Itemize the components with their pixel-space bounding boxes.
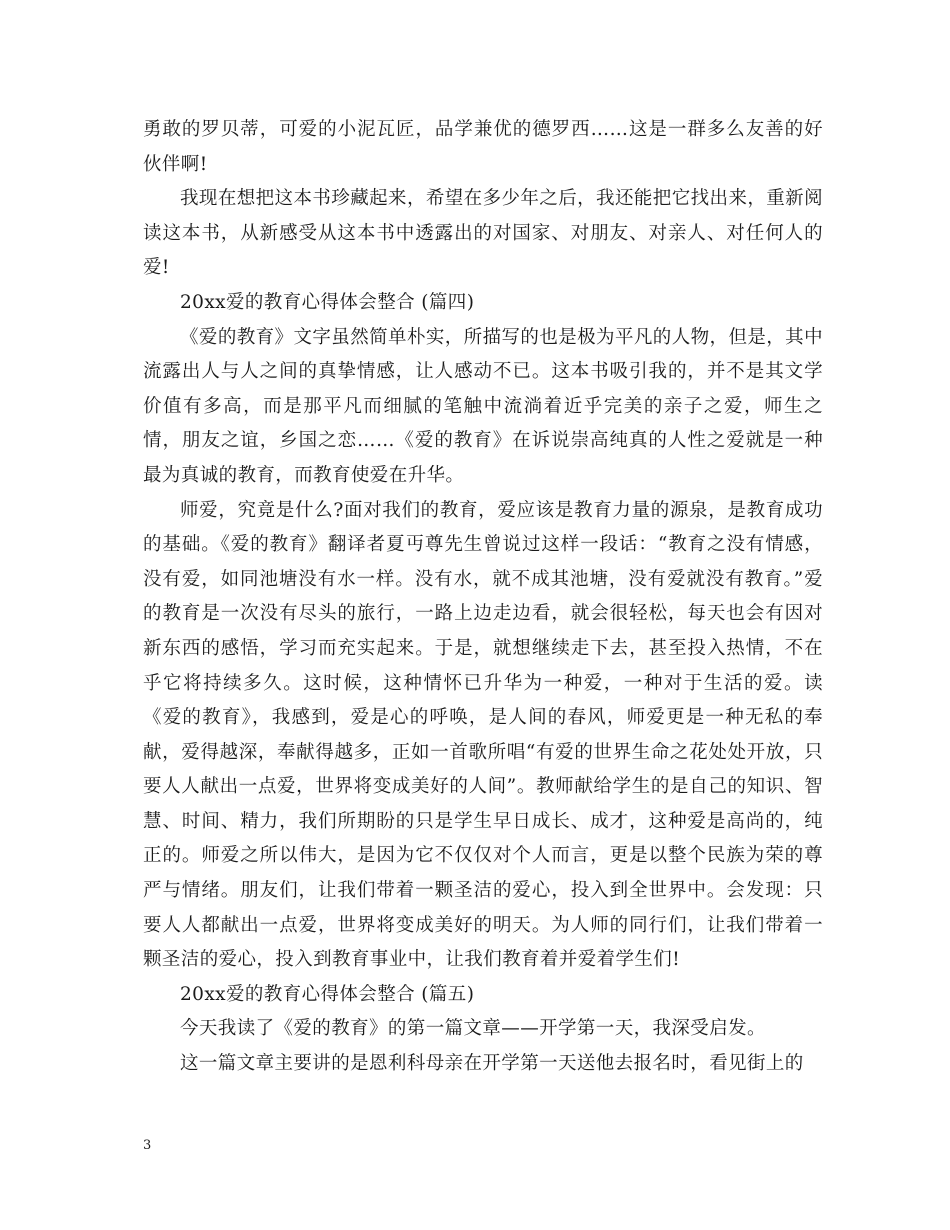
paragraph: 这一篇文章主要讲的是恩利科母亲在开学第一天送他去报名时，看见街上的 [180,1053,804,1075]
paragraph: 师爱，究竟是什么?面对我们的教育，爱应该是教育力量的源泉，是教育成功的基础。《爱的教育》翻译者夏丏尊先生曾说过这样一段话：“教育之没有情感，没有爱，如同池塘没有水一样。没有水，就不成其池塘，没有爱就没有教育。”爱的教育是一次没有尽头的旅行，一路上边走边看，就会很轻松，每天也会有因对新东西的感悟，学习而充实起来。于是，就想继续走下去，甚至投入热情，不在乎它将持续多久。这时候，这种情怀已升华为一种爱，一种对于生活的爱。读《爱的教育》，我感到，爱是心的呼唤，是人间的春风，师爱更是一种无私的奉献，爱得越深，奉献得越多，正如一首歌所唱“有爱的世界生命之花处处开放，只要人人献出一点爱，世界将变成美好的人间”。教师献给学生的是自己的知识、智慧、时间、精力，我们所期盼的只是学生早日成长、成才，这种爱是高尚的，纯正的。师爱之所以伟大，是因为它不仅仅对个人而言，更是以整个民族为荣的尊严与情绪。朋友们，让我们带着一颗圣洁的爱心，投入到全世界中。会发现：只要人人都献出一点爱，世界将变成美好的明天。为人师的同行们，让我们带着一颗圣洁的爱心，投入到教育事业中，让我们教育着并爱着学生们! [143,499,823,971]
paragraph: 今天我读了《爱的教育》的第一篇文章——开学第一天，我深受启发。 [180,1018,766,1040]
paragraph: 我现在想把这本书珍藏起来，希望在多少年之后，我还能把它找出来，重新阅读这本书，从新感受从这本书中透露出的对国家、对朋友、对亲人、对任何人的爱! [143,188,823,279]
document-body [143,113,823,1082]
section-heading-part-4: 20xx爱的教育心得体会整合 (篇四) [180,291,475,313]
paragraph-continued: 勇敢的罗贝蒂，可爱的小泥瓦匠，品学兼优的德罗西……这是一群多么友善的好伙伴啊! [143,119,823,175]
paragraph: 《爱的教育》文字虽然简单朴实，所描写的也是极为平凡的人物，但是，其中流露出人与人之间的真挚情感，让人感动不已。这本书吸引我的，并不是其文学价值有多高，而是那平凡而细腻的笔触中流淌着近乎完美的亲子之爱，师生之情，朋友之谊，乡国之恋……《爱的教育》在诉说崇高纯真的人性之爱就是一种最为真诚的教育，而教育使爱在升华。 [143,326,823,486]
section-heading-part-5: 20xx爱的教育心得体会整合 (篇五) [180,983,475,1005]
page-number: 3 [143,1138,152,1153]
